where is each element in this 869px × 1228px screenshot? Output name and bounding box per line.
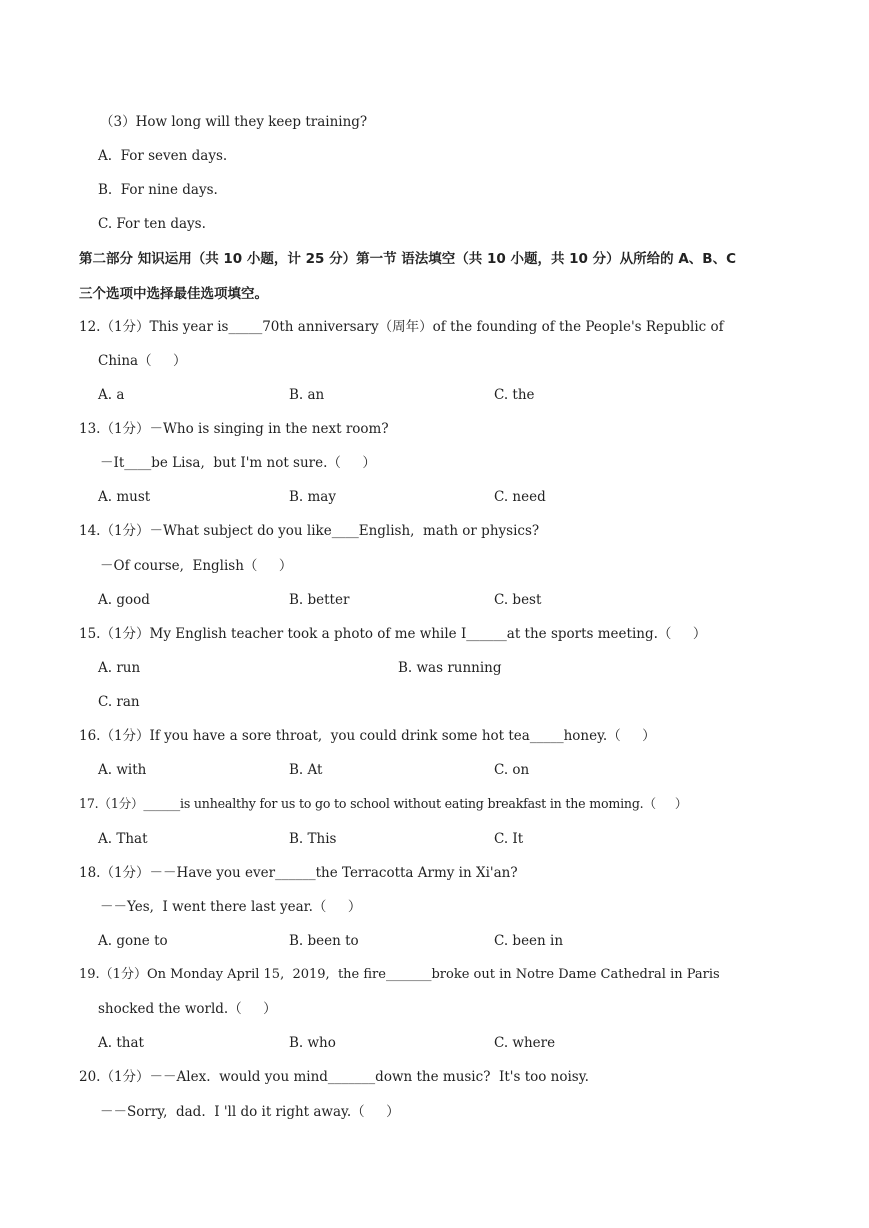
q16-option-b: B. At: [289, 762, 323, 778]
q15-option-a: A. run: [98, 660, 141, 676]
q14-option-b: B. better: [289, 592, 350, 608]
q14-stem: 14.（1分）－What subject do you like____English, math or physics?: [79, 523, 540, 539]
q14-stem-cont: －Of course, English（ ）: [100, 558, 293, 574]
q20-stem-cont: －－Sorry, dad. I 'll do it right away.（ ）: [100, 1104, 400, 1120]
q17-option-a: A. That: [98, 831, 148, 847]
q12-option-b: B. an: [289, 387, 325, 403]
q18-stem: 18.（1分）－－Have you ever______the Terracotta Army in Xi'an?: [79, 865, 518, 881]
q12-stem-cont: China（ ）: [98, 353, 187, 369]
q14-option-c: C. best: [494, 592, 542, 608]
q19-stem: 19.（1分）On Monday April 15, 2019, the fire_______broke out in Notre Dame Cathedral in Paris: [79, 967, 720, 982]
q18-stem-cont: －－Yes, I went there last year.（ ）: [100, 899, 362, 915]
q19-option-b: B. who: [289, 1035, 336, 1051]
q15-stem: 15.（1分）My English teacher took a photo of me while I______at the sports meeting.（ ）: [79, 626, 707, 642]
q16-stem: 16.（1分）If you have a sore throat, you could drink some hot tea_____honey.（ ）: [79, 728, 656, 744]
q17-option-c: C. It: [494, 831, 524, 847]
section-heading-line2: 三个选项中选择最佳选项填空。: [79, 286, 268, 302]
q11-3-option-c: C. For ten days.: [98, 216, 206, 232]
q16-option-a: A. with: [98, 762, 147, 778]
q13-option-c: C. need: [494, 489, 546, 505]
q15-option-b: B. was running: [398, 660, 502, 676]
q19-option-c: C. where: [494, 1035, 556, 1051]
q12-stem: 12.（1分）This year is_____70th anniversary（周年）of the founding of the People's Republic of: [79, 319, 724, 335]
q11-3-option-a: A. For seven days.: [98, 148, 228, 164]
q14-option-a: A. good: [98, 592, 150, 608]
q11-3-option-b: B. For nine days.: [98, 182, 218, 198]
q11-3-stem: （3）How long will they keep training?: [100, 114, 368, 130]
q18-option-c: C. been in: [494, 933, 564, 949]
q19-option-a: A. that: [98, 1035, 144, 1051]
section-heading-line1: 第二部分 知识运用（共 10 小题，计 25 分）第一节 语法填空（共 10 小题，共 10 分）从所给的 A、B、C: [79, 251, 736, 267]
q17-stem: 17.（1分）______is unhealthy for us to go to school without eating breakfast in the moming.（ ）: [79, 796, 688, 811]
q12-option-c: C. the: [494, 387, 535, 403]
q13-option-b: B. may: [289, 489, 336, 505]
q16-option-c: C. on: [494, 762, 530, 778]
q12-option-a: A. a: [98, 387, 125, 403]
q19-stem-cont: shocked the world.（ ）: [98, 1001, 277, 1017]
q13-option-a: A. must: [98, 489, 151, 505]
q18-option-a: A. gone to: [98, 933, 168, 949]
q20-stem: 20.（1分）－－Alex. would you mind_______down the music? It's too noisy.: [79, 1069, 589, 1085]
q13-stem-cont: －It____be Lisa, but I'm not sure.（ ）: [100, 455, 376, 471]
q13-stem: 13.（1分）－Who is singing in the next room?: [79, 421, 389, 437]
q17-option-b: B. This: [289, 831, 337, 847]
q15-option-c: C. ran: [98, 694, 140, 710]
q18-option-b: B. been to: [289, 933, 359, 949]
